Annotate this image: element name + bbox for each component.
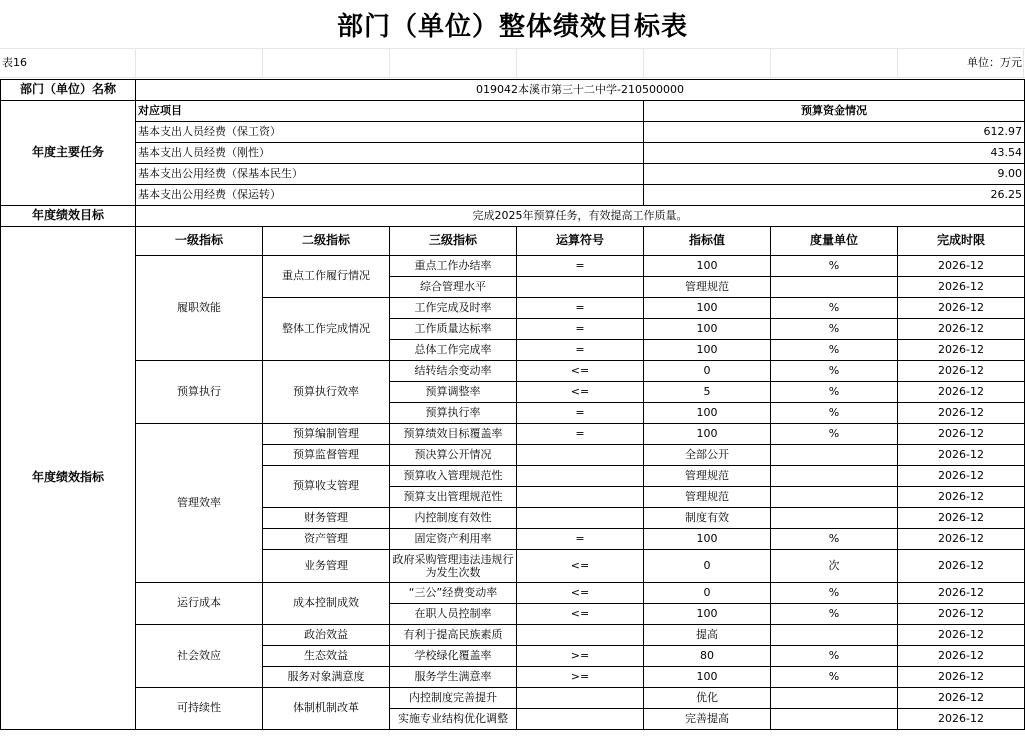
dept-row bbox=[1, 80, 1025, 101]
operator bbox=[517, 709, 644, 730]
measure-unit bbox=[771, 709, 898, 730]
level3-indicator: 有利于提高民族素质 bbox=[390, 625, 517, 646]
indicator-column-header: 度量单位 bbox=[771, 227, 898, 256]
task-item: 基本支出公用经费（保运转） bbox=[136, 185, 644, 206]
level1-indicator: 履职效能 bbox=[136, 256, 263, 361]
operator bbox=[517, 466, 644, 487]
deadline: 2026-12 bbox=[898, 709, 1025, 730]
level3-indicator: 内控制度有效性 bbox=[390, 508, 517, 529]
operator: >= bbox=[517, 667, 644, 688]
measure-unit: 次 bbox=[771, 550, 898, 583]
level3-indicator: 内控制度完善提升 bbox=[390, 688, 517, 709]
measure-unit: % bbox=[771, 298, 898, 319]
task-row bbox=[1, 143, 1025, 164]
deadline: 2026-12 bbox=[898, 583, 1025, 604]
deadline: 2026-12 bbox=[898, 298, 1025, 319]
indicator-column-header: 三级指标 bbox=[390, 227, 517, 256]
measure-unit: % bbox=[771, 424, 898, 445]
deadline: 2026-12 bbox=[898, 403, 1025, 424]
col-item-header: 对应项目 bbox=[136, 101, 644, 122]
measure-unit: % bbox=[771, 361, 898, 382]
target-value: 0 bbox=[644, 361, 771, 382]
level3-indicator: 预算收入管理规范性 bbox=[390, 466, 517, 487]
level3-indicator: 服务学生满意率 bbox=[390, 667, 517, 688]
deadline: 2026-12 bbox=[898, 604, 1025, 625]
target-value: 100 bbox=[644, 529, 771, 550]
table-row bbox=[1, 583, 1025, 604]
measure-unit bbox=[771, 688, 898, 709]
operator: = bbox=[517, 403, 644, 424]
level3-indicator: 预算绩效目标覆盖率 bbox=[390, 424, 517, 445]
deadline: 2026-12 bbox=[898, 667, 1025, 688]
target-value: 100 bbox=[644, 403, 771, 424]
deadline: 2026-12 bbox=[898, 382, 1025, 403]
task-row bbox=[1, 185, 1025, 206]
indicator-column-header: 完成时限 bbox=[898, 227, 1025, 256]
deadline: 2026-12 bbox=[898, 529, 1025, 550]
operator bbox=[517, 445, 644, 466]
annual-goal-row bbox=[1, 206, 1025, 227]
measure-unit: % bbox=[771, 667, 898, 688]
target-value: 100 bbox=[644, 256, 771, 277]
deadline: 2026-12 bbox=[898, 487, 1025, 508]
measure-unit: % bbox=[771, 403, 898, 424]
deadline: 2026-12 bbox=[898, 361, 1025, 382]
operator: <= bbox=[517, 361, 644, 382]
measure-unit: % bbox=[771, 646, 898, 667]
target-value: 制度有效 bbox=[644, 508, 771, 529]
task-amount: 9.00 bbox=[644, 164, 1025, 185]
annual-goal-label: 年度绩效目标 bbox=[1, 206, 136, 227]
operator bbox=[517, 277, 644, 298]
operator: = bbox=[517, 298, 644, 319]
target-value: 管理规范 bbox=[644, 487, 771, 508]
measure-unit bbox=[771, 445, 898, 466]
level3-indicator: 总体工作完成率 bbox=[390, 340, 517, 361]
target-value: 100 bbox=[644, 604, 771, 625]
operator: <= bbox=[517, 583, 644, 604]
dept-label: 部门（单位）名称 bbox=[1, 80, 136, 101]
annual-goal-text: 完成2025年预算任务，有效提高工作质量。 bbox=[136, 206, 1025, 227]
tasks-header-row bbox=[1, 101, 1025, 122]
measure-unit: % bbox=[771, 319, 898, 340]
performance-table bbox=[0, 79, 1025, 730]
deadline: 2026-12 bbox=[898, 646, 1025, 667]
operator: <= bbox=[517, 550, 644, 583]
measure-unit bbox=[771, 508, 898, 529]
level3-indicator: “三公”经费变动率 bbox=[390, 583, 517, 604]
target-value: 80 bbox=[644, 646, 771, 667]
level3-indicator: 工作质量达标率 bbox=[390, 319, 517, 340]
annual-tasks-label: 年度主要任务 bbox=[1, 101, 136, 206]
level3-indicator: 预决算公开情况 bbox=[390, 445, 517, 466]
level3-indicator: 在职人员控制率 bbox=[390, 604, 517, 625]
level2-indicator: 服务对象满意度 bbox=[263, 667, 390, 688]
target-value: 100 bbox=[644, 340, 771, 361]
level3-indicator: 学校绿化覆盖率 bbox=[390, 646, 517, 667]
measure-unit bbox=[771, 466, 898, 487]
level1-indicator: 运行成本 bbox=[136, 583, 263, 625]
level3-indicator: 预算支出管理规范性 bbox=[390, 487, 517, 508]
target-value: 管理规范 bbox=[644, 466, 771, 487]
deadline: 2026-12 bbox=[898, 424, 1025, 445]
level2-indicator: 预算编制管理 bbox=[263, 424, 390, 445]
deadline: 2026-12 bbox=[898, 256, 1025, 277]
deadline: 2026-12 bbox=[898, 625, 1025, 646]
indicator-column-header: 运算符号 bbox=[517, 227, 644, 256]
level2-indicator: 重点工作履行情况 bbox=[263, 256, 390, 298]
operator: <= bbox=[517, 604, 644, 625]
level3-indicator: 预算调整率 bbox=[390, 382, 517, 403]
level3-indicator: 工作完成及时率 bbox=[390, 298, 517, 319]
table-number: 表16 bbox=[2, 56, 27, 70]
target-value: 100 bbox=[644, 424, 771, 445]
level1-indicator: 可持续性 bbox=[136, 688, 263, 730]
indicator-column-header: 指标值 bbox=[644, 227, 771, 256]
level3-indicator: 综合管理水平 bbox=[390, 277, 517, 298]
target-value: 提高 bbox=[644, 625, 771, 646]
target-value: 优化 bbox=[644, 688, 771, 709]
table-row bbox=[1, 688, 1025, 709]
indicator-column-header: 二级指标 bbox=[263, 227, 390, 256]
target-value: 管理规范 bbox=[644, 277, 771, 298]
level2-indicator: 预算监督管理 bbox=[263, 445, 390, 466]
level1-indicator: 预算执行 bbox=[136, 361, 263, 424]
col-budget-header: 预算资金情况 bbox=[644, 101, 1025, 122]
level2-indicator: 业务管理 bbox=[263, 550, 390, 583]
deadline: 2026-12 bbox=[898, 508, 1025, 529]
task-item: 基本支出公用经费（保基本民生） bbox=[136, 164, 644, 185]
deadline: 2026-12 bbox=[898, 277, 1025, 298]
level2-indicator: 财务管理 bbox=[263, 508, 390, 529]
deadline: 2026-12 bbox=[898, 445, 1025, 466]
operator: = bbox=[517, 340, 644, 361]
level2-indicator: 整体工作完成情况 bbox=[263, 298, 390, 361]
target-value: 100 bbox=[644, 319, 771, 340]
task-item: 基本支出人员经费（保工资） bbox=[136, 122, 644, 143]
level2-indicator: 生态效益 bbox=[263, 646, 390, 667]
measure-unit: % bbox=[771, 604, 898, 625]
task-row bbox=[1, 164, 1025, 185]
dept-value: 019042本溪市第三十二中学-210500000 bbox=[136, 80, 1025, 101]
deadline: 2026-12 bbox=[898, 319, 1025, 340]
measure-unit: % bbox=[771, 583, 898, 604]
level2-indicator: 预算执行效率 bbox=[263, 361, 390, 424]
table-row bbox=[1, 256, 1025, 277]
measure-unit bbox=[771, 625, 898, 646]
target-value: 0 bbox=[644, 583, 771, 604]
target-value: 完善提高 bbox=[644, 709, 771, 730]
operator: = bbox=[517, 529, 644, 550]
operator bbox=[517, 688, 644, 709]
deadline: 2026-12 bbox=[898, 550, 1025, 583]
operator: <= bbox=[517, 382, 644, 403]
level3-indicator: 结转结余变动率 bbox=[390, 361, 517, 382]
operator bbox=[517, 508, 644, 529]
operator bbox=[517, 487, 644, 508]
meta-row bbox=[0, 50, 1024, 77]
table-row bbox=[1, 361, 1025, 382]
page-title: 部门（单位）整体绩效目标表 bbox=[336, 11, 688, 42]
indicator-column-header: 一级指标 bbox=[136, 227, 263, 256]
target-value: 100 bbox=[644, 667, 771, 688]
operator: = bbox=[517, 319, 644, 340]
table-row bbox=[1, 625, 1025, 646]
measure-unit bbox=[771, 277, 898, 298]
level1-indicator: 社会效应 bbox=[136, 625, 263, 688]
level2-indicator: 政治效益 bbox=[263, 625, 390, 646]
level3-indicator: 实施专业结构优化调整 bbox=[390, 709, 517, 730]
deadline: 2026-12 bbox=[898, 340, 1025, 361]
task-amount: 26.25 bbox=[644, 185, 1025, 206]
task-row bbox=[1, 122, 1025, 143]
deadline: 2026-12 bbox=[898, 466, 1025, 487]
level3-indicator: 政府采购管理违法违规行为发生次数 bbox=[390, 550, 517, 583]
unit-label: 单位：万元 bbox=[967, 56, 1022, 70]
indicator-header-row bbox=[1, 227, 1025, 256]
task-amount: 43.54 bbox=[644, 143, 1025, 164]
deadline: 2026-12 bbox=[898, 688, 1025, 709]
level1-indicator: 管理效率 bbox=[136, 424, 263, 583]
measure-unit: % bbox=[771, 340, 898, 361]
level2-indicator: 资产管理 bbox=[263, 529, 390, 550]
measure-unit bbox=[771, 487, 898, 508]
target-value: 0 bbox=[644, 550, 771, 583]
indicators-label: 年度绩效指标 bbox=[1, 227, 136, 730]
table-row bbox=[1, 424, 1025, 445]
level3-indicator: 固定资产利用率 bbox=[390, 529, 517, 550]
level2-indicator: 体制机制改革 bbox=[263, 688, 390, 730]
target-value: 5 bbox=[644, 382, 771, 403]
measure-unit: % bbox=[771, 529, 898, 550]
task-item: 基本支出人员经费（刚性） bbox=[136, 143, 644, 164]
operator: = bbox=[517, 256, 644, 277]
operator: = bbox=[517, 424, 644, 445]
operator bbox=[517, 625, 644, 646]
operator: >= bbox=[517, 646, 644, 667]
level3-indicator: 重点工作办结率 bbox=[390, 256, 517, 277]
measure-unit: % bbox=[771, 256, 898, 277]
level3-indicator: 预算执行率 bbox=[390, 403, 517, 424]
target-value: 全部公开 bbox=[644, 445, 771, 466]
task-amount: 612.97 bbox=[644, 122, 1025, 143]
measure-unit: % bbox=[771, 382, 898, 403]
level2-indicator: 预算收支管理 bbox=[263, 466, 390, 508]
level2-indicator: 成本控制成效 bbox=[263, 583, 390, 625]
target-value: 100 bbox=[644, 298, 771, 319]
